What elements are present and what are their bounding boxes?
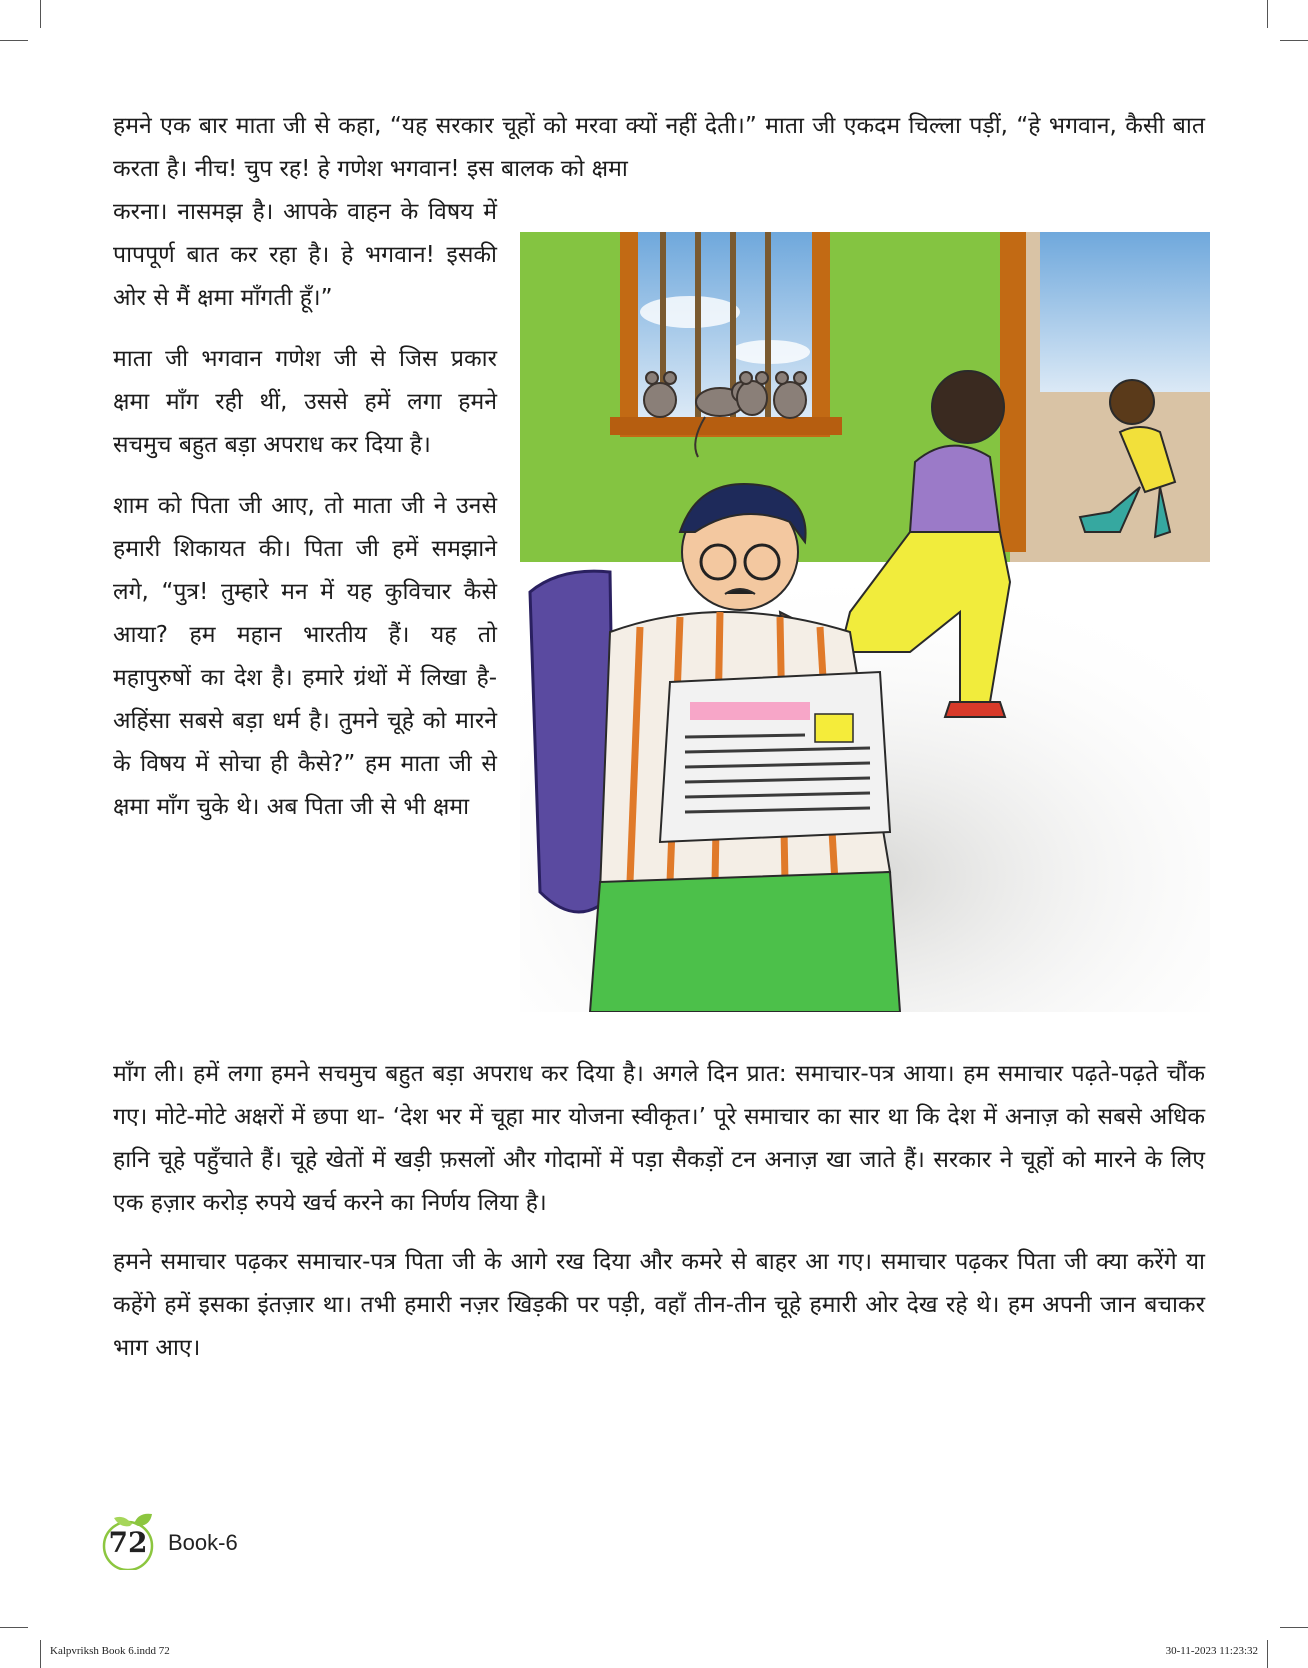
book-label: Book-6 <box>168 1530 238 1555</box>
story-illustration <box>520 232 1210 1012</box>
print-slug-timestamp: 30-11-2023 11:23:32 <box>1165 1645 1258 1657</box>
print-slug-file: Kalpvriksh Book 6.indd 72 <box>50 1645 170 1657</box>
newspaper <box>660 672 890 842</box>
crop-mark <box>40 0 41 28</box>
crop-mark <box>0 40 28 41</box>
crop-mark <box>40 1640 41 1668</box>
paragraph: करना। नासमझ है। आपके वाहन के विषय में पापपूर्ण बात कर रहा है। हे भगवान! इसकी ओर से मैं क्षमा माँगती हूँ।” <box>113 199 497 311</box>
crop-mark <box>1267 0 1268 28</box>
door-frame <box>1000 232 1026 552</box>
crop-mark <box>1267 1640 1268 1668</box>
paragraph: शाम को पिता जी आए, तो माता जी ने उनसे हमारी शिकायत की। पिता जी हमें समझाने लगे, “पुत्र! तुम्हारे मन में यह कुविचार कैसे आया? हम महान भारतीय हैं। यह तो महापुरुषों का देश है। हमारे ग्रंथों में लिखा है-अहिंसा सबसे बड़ा धर्म है। तुमने चूहे को मारने के विषय में सोचा ही कैसे?” हम माता जी से क्षमा माँग चुके थे। अब पिता जी से भी क्षमा <box>113 493 497 820</box>
page-number: 72 <box>108 1526 148 1559</box>
crop-mark <box>1280 1627 1308 1628</box>
crop-mark <box>0 1627 28 1628</box>
crop-mark <box>1280 40 1308 41</box>
story-text-left-column <box>113 191 497 847</box>
paragraph: हमने एक बार माता जी से कहा, “यह सरकार चूहों को मरवा क्यों नहीं देती।” माता जी एकदम चिल्ला पड़ीं, “हे भगवान, कैसी बात करता है। नीच! चुप रह! हे गणेश भगवान! इस बालक को क्षमा <box>113 113 1205 182</box>
story-text-bottom <box>113 1053 1205 1386</box>
paragraph: माता जी भगवान गणेश जी से जिस प्रकार क्षमा माँग रही थीं, उससे हमें लगा हमने सचमुच बहुत बड़ा अपराध कर दिया है। <box>113 346 497 458</box>
paragraph: माँग ली। हमें लगा हमने सचमुच बहुत बड़ा अपराध कर दिया है। अगले दिन प्रात: समाचार-पत्र आया। हम समाचार पढ़ते-पढ़ते चौंक गए। मोटे-मोटे अक्षरों में छपा था- ‘देश भर में चूहा मार योजना स्वीकृत।’ पूरे समाचार का सार था कि देश में अनाज़ को सबसे अधिक हानि चूहे पहुँचाते हैं। चूहे खेतों में खड़ी फ़सलों और गोदामों में पड़ा सैकड़ों टन अनाज़ खा जाते हैं। सरकार ने चूहों को मारने के लिए एक हज़ार करोड़ रुपये खर्च करने का निर्णय लिया है। <box>113 1061 1205 1216</box>
paragraph: हमने समाचार पढ़कर समाचार-पत्र पिता जी के आगे रख दिया और कमरे से बाहर आ गए। समाचार पढ़कर पिता जी क्या करेंगे या कहेंगे हमें इसका इंतज़ार था। तभी हमारी नज़र खिड़की पर पड़ी, वहाँ तीन-तीन चूहे हमारी ओर देख रहे थे। हम अपनी जान बचाकर भाग आए। <box>113 1249 1205 1361</box>
